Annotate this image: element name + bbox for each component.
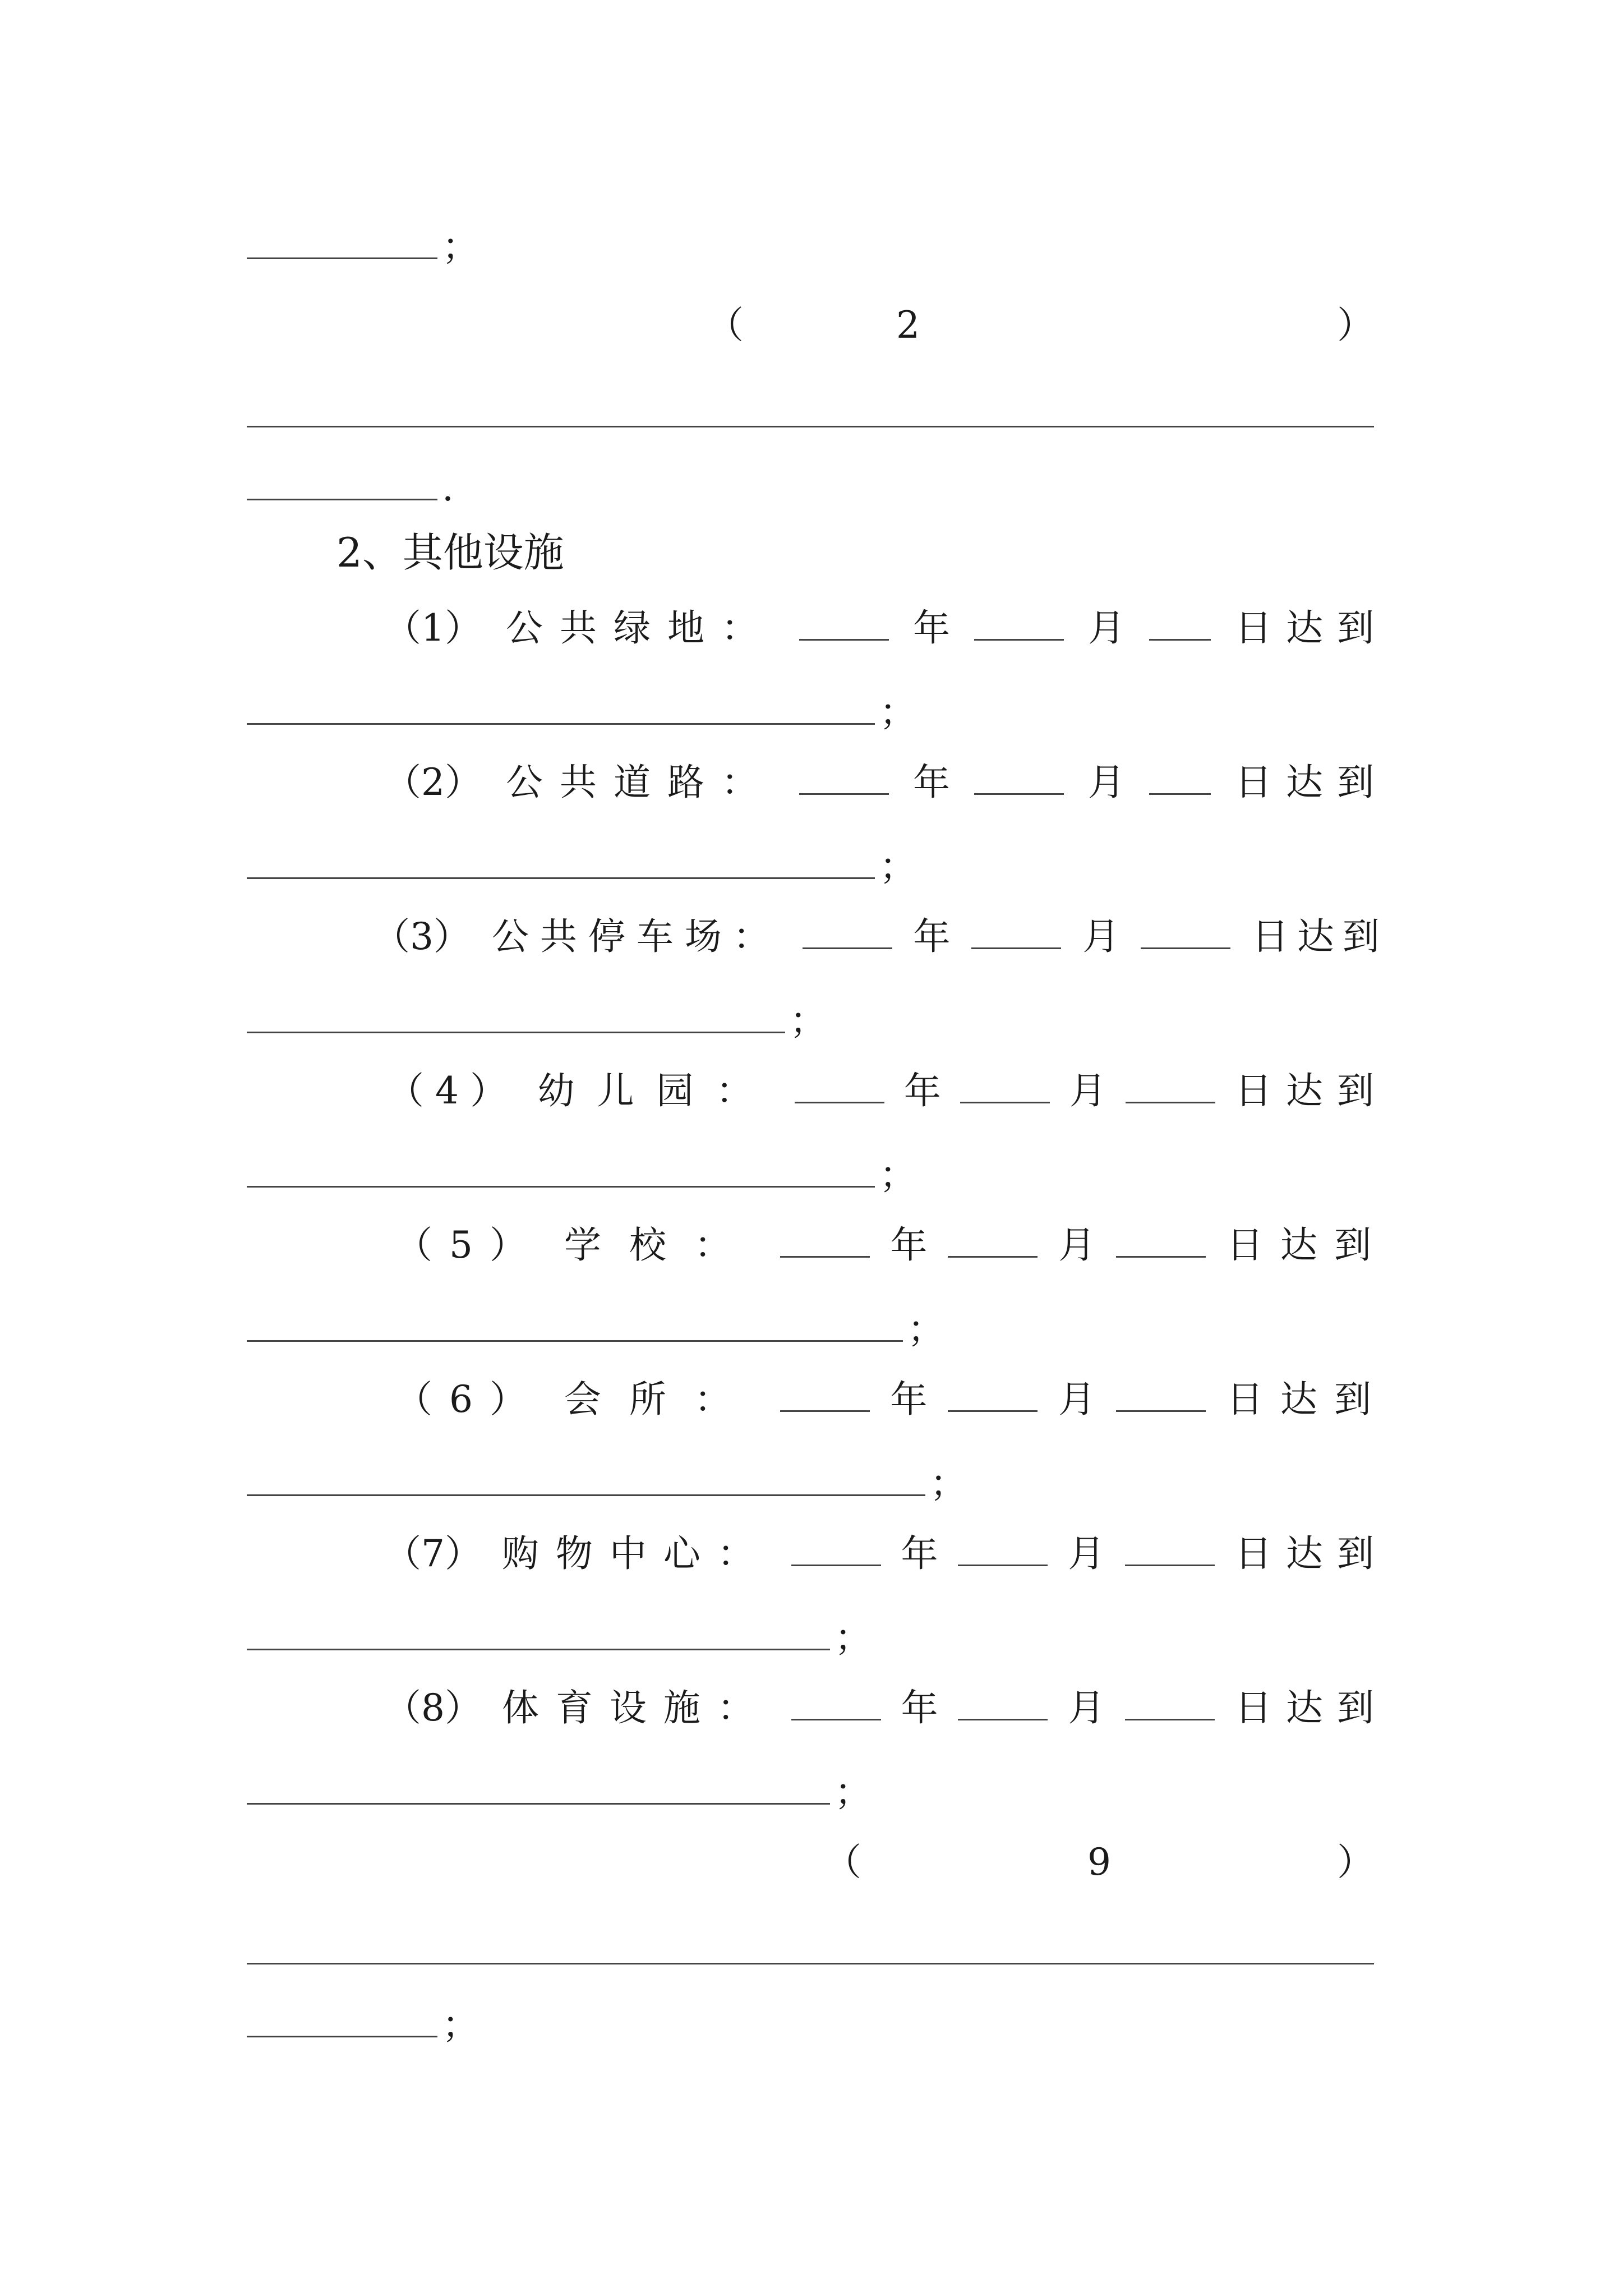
item-prefix: （2） bbox=[384, 761, 482, 804]
day-reach-label: 日达到 bbox=[1235, 606, 1388, 650]
item-prefix: （8） bbox=[384, 1686, 482, 1729]
item-4-fill bbox=[247, 1153, 916, 1198]
item-8-line bbox=[384, 1686, 1388, 1731]
blank-field[interactable] bbox=[247, 1159, 875, 1188]
day-reach-label: 日达到 bbox=[1226, 1223, 1388, 1267]
item-name: 会所： bbox=[564, 1378, 759, 1421]
semicolon: ； bbox=[879, 845, 916, 888]
month-blank[interactable] bbox=[958, 1536, 1048, 1566]
item-5-fill bbox=[247, 1307, 944, 1352]
item-prefix: （6） bbox=[395, 1378, 543, 1421]
month-label: 月 bbox=[1058, 1223, 1096, 1267]
year-blank[interactable] bbox=[799, 611, 889, 641]
item-name: 购物中心： bbox=[501, 1532, 771, 1575]
year-blank[interactable] bbox=[780, 1228, 870, 1258]
semicolon: ； bbox=[879, 1153, 916, 1197]
blank-field[interactable] bbox=[247, 696, 875, 725]
item-1-line bbox=[384, 606, 1388, 651]
year-label: 年 bbox=[913, 915, 951, 958]
month-label: 月 bbox=[1082, 915, 1120, 958]
year-label: 年 bbox=[890, 1223, 928, 1267]
item-1-fill bbox=[247, 690, 916, 735]
period: . bbox=[442, 466, 454, 509]
day-reach-label: 日达到 bbox=[1251, 915, 1388, 958]
month-label: 月 bbox=[1068, 1532, 1105, 1575]
month-blank[interactable] bbox=[958, 1691, 1048, 1720]
day-blank[interactable] bbox=[1149, 611, 1211, 641]
year-blank[interactable] bbox=[791, 1691, 881, 1720]
day-reach-label: 日达到 bbox=[1234, 1532, 1388, 1575]
item-name: 学校： bbox=[564, 1223, 759, 1267]
item-prefix: （4） bbox=[387, 1069, 518, 1112]
day-blank[interactable] bbox=[1116, 1382, 1206, 1412]
year-label: 年 bbox=[913, 606, 950, 650]
month-blank[interactable] bbox=[948, 1228, 1038, 1258]
item-prefix: （3） bbox=[373, 915, 471, 958]
semicolon: ； bbox=[879, 691, 916, 734]
item-5-line bbox=[395, 1223, 1388, 1268]
year-blank[interactable] bbox=[780, 1382, 870, 1412]
fill-line-last bbox=[247, 2003, 479, 2047]
section-heading: 2、其他设施 bbox=[336, 529, 564, 576]
item-3-fill bbox=[247, 999, 827, 1043]
blank-field[interactable] bbox=[247, 399, 1374, 427]
year-blank[interactable] bbox=[803, 919, 892, 949]
month-blank[interactable] bbox=[974, 765, 1064, 795]
open-paren: （ bbox=[707, 303, 744, 347]
day-reach-label: 日达到 bbox=[1234, 1069, 1388, 1112]
day-reach-label: 日达到 bbox=[1234, 1686, 1388, 1729]
blank-field[interactable] bbox=[247, 472, 437, 500]
item-number: 9 bbox=[1087, 1841, 1111, 1884]
day-blank[interactable] bbox=[1126, 1074, 1215, 1103]
item-2-header bbox=[707, 303, 1374, 348]
blank-field[interactable] bbox=[247, 1776, 830, 1805]
day-reach-label: 日达到 bbox=[1226, 1378, 1388, 1421]
item-7-line bbox=[384, 1531, 1388, 1576]
day-blank[interactable] bbox=[1116, 1228, 1206, 1258]
fill-line-end bbox=[247, 466, 454, 510]
semicolon: ； bbox=[834, 1616, 872, 1659]
close-paren: ） bbox=[1337, 303, 1374, 347]
year-label: 年 bbox=[890, 1378, 928, 1421]
month-label: 月 bbox=[1088, 606, 1125, 650]
fill-line-full bbox=[247, 1930, 1374, 1975]
year-blank[interactable] bbox=[791, 1536, 881, 1566]
semicolon: ； bbox=[907, 1308, 944, 1351]
item-name: 公共停车场： bbox=[491, 915, 781, 958]
month-blank[interactable] bbox=[948, 1382, 1038, 1412]
item-6-fill bbox=[247, 1461, 967, 1506]
day-blank[interactable] bbox=[1125, 1691, 1215, 1720]
blank-field[interactable] bbox=[247, 1313, 903, 1342]
semicolon: ； bbox=[442, 2003, 479, 2046]
month-label: 月 bbox=[1088, 761, 1125, 804]
semicolon: ； bbox=[790, 999, 827, 1042]
item-9-header bbox=[824, 1840, 1374, 1885]
year-blank[interactable] bbox=[795, 1074, 884, 1103]
item-prefix: （7） bbox=[384, 1532, 482, 1575]
month-blank[interactable] bbox=[960, 1074, 1050, 1103]
year-label: 年 bbox=[903, 1069, 941, 1112]
day-blank[interactable] bbox=[1149, 765, 1211, 795]
item-name: 体育设施： bbox=[501, 1686, 771, 1729]
month-blank[interactable] bbox=[974, 611, 1064, 641]
item-prefix: （5） bbox=[395, 1223, 543, 1267]
year-label: 年 bbox=[913, 761, 950, 804]
item-8-fill bbox=[247, 1770, 872, 1815]
fill-line-full bbox=[247, 393, 1374, 438]
year-label: 年 bbox=[901, 1532, 938, 1575]
semicolon: ； bbox=[834, 1770, 872, 1814]
year-blank[interactable] bbox=[799, 765, 889, 795]
item-7-fill bbox=[247, 1616, 872, 1660]
semicolon: ； bbox=[930, 1462, 967, 1505]
item-3-line bbox=[373, 914, 1388, 959]
open-paren: （ bbox=[824, 1841, 861, 1884]
item-4-line bbox=[387, 1069, 1388, 1114]
blank-field[interactable] bbox=[247, 1467, 925, 1496]
item-name: 公共道路： bbox=[506, 761, 775, 804]
close-paren: ） bbox=[1337, 1841, 1374, 1884]
blank-field[interactable] bbox=[247, 2009, 437, 2037]
item-number: 2 bbox=[896, 303, 920, 347]
month-label: 月 bbox=[1068, 1686, 1105, 1729]
day-blank[interactable] bbox=[1141, 919, 1230, 949]
year-label: 年 bbox=[901, 1686, 938, 1729]
day-reach-label: 日达到 bbox=[1235, 761, 1388, 804]
item-2-line bbox=[384, 760, 1388, 805]
item-2-fill bbox=[247, 844, 916, 889]
item-6-line bbox=[395, 1377, 1388, 1422]
blank-field[interactable] bbox=[247, 231, 437, 259]
fill-line-1 bbox=[247, 224, 479, 269]
blank-field[interactable] bbox=[247, 1005, 785, 1033]
month-label: 月 bbox=[1069, 1069, 1106, 1112]
semicolon: ； bbox=[442, 225, 479, 268]
item-name: 公共绿地： bbox=[506, 606, 775, 650]
blank-field[interactable] bbox=[247, 850, 875, 879]
blank-field[interactable] bbox=[247, 1936, 1374, 1964]
month-blank[interactable] bbox=[971, 919, 1061, 949]
day-blank[interactable] bbox=[1125, 1536, 1215, 1566]
item-prefix: （1） bbox=[384, 606, 482, 650]
month-label: 月 bbox=[1058, 1378, 1096, 1421]
item-name: 幼儿园： bbox=[537, 1069, 776, 1112]
blank-field[interactable] bbox=[247, 1622, 830, 1650]
